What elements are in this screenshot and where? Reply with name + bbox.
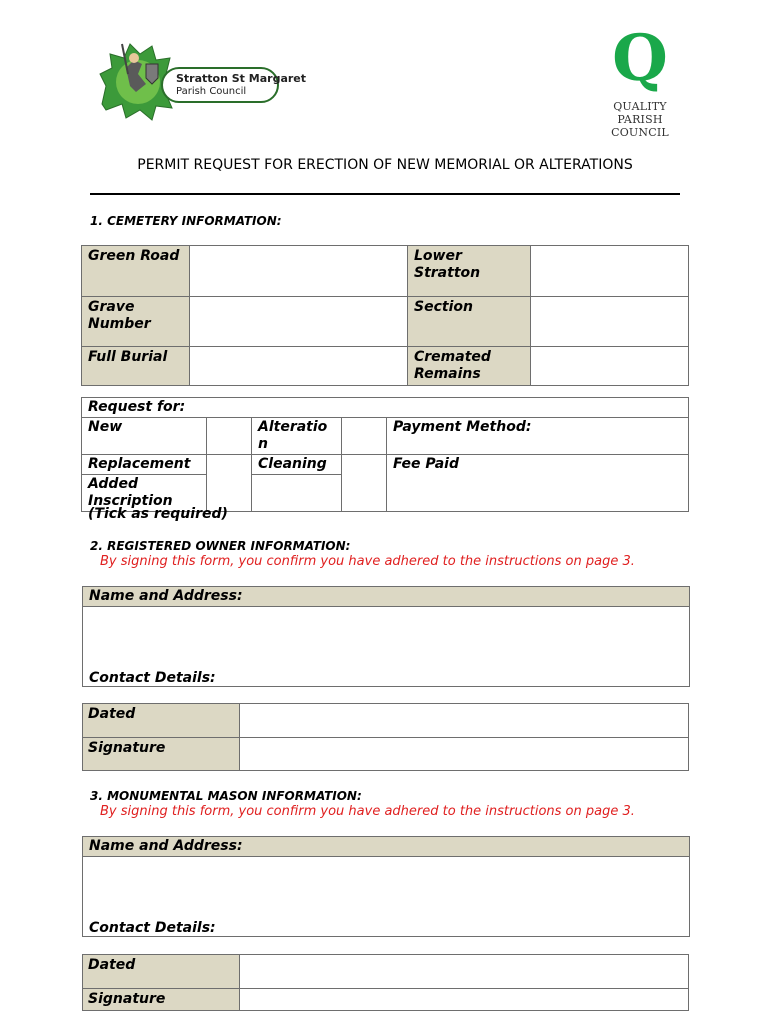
section2-heading: 2. REGISTERED OWNER INFORMATION:: [90, 539, 351, 553]
cleaning-checkbox[interactable]: [342, 455, 387, 512]
mason-name-address-label: Name and Address:: [83, 837, 689, 857]
section-label: Section: [408, 297, 531, 347]
mason-name-address-box[interactable]: [82, 836, 690, 937]
cremated-remains-label: Cremated Remains: [408, 347, 531, 386]
owner-contact-details-label: Contact Details:: [89, 670, 216, 686]
owner-name-address-label: Name and Address:: [83, 587, 689, 607]
mason-dated-field[interactable]: [240, 955, 689, 989]
grave-number-label: Grave Number: [82, 297, 190, 347]
full-burial-field[interactable]: [190, 347, 408, 386]
owner-dated-label: Dated: [83, 704, 240, 738]
grave-number-field[interactable]: [190, 297, 408, 347]
cremated-remains-field[interactable]: [531, 347, 689, 386]
fee-paid-label: Fee Paid: [387, 455, 689, 512]
payment-method-label: Payment Method:: [387, 418, 689, 455]
owner-dated-field[interactable]: [240, 704, 689, 738]
section2-notice: By signing this form, you confirm you have adhered to the instructions on page 3.: [100, 554, 635, 569]
green-road-label: Green Road: [82, 246, 190, 297]
owner-name-address-box[interactable]: [82, 586, 690, 687]
title-divider: [90, 193, 680, 195]
alteration-checkbox[interactable]: [342, 418, 387, 455]
quality-q-icon: Q: [612, 21, 668, 96]
mason-signature-label: Signature: [83, 989, 240, 1011]
request-table: [81, 397, 689, 512]
green-road-field[interactable]: [190, 246, 408, 297]
new-checkbox[interactable]: [207, 418, 252, 455]
council-name-line1: Stratton St Margaret: [176, 72, 307, 85]
cleaning-label: Cleaning: [252, 455, 342, 475]
replacement-checkbox[interactable]: [207, 455, 252, 512]
lower-stratton-field[interactable]: [531, 246, 689, 297]
owner-signature-label: Signature: [83, 738, 240, 771]
parish-council-logo: [96, 34, 307, 126]
quality-line3: COUNCIL: [611, 126, 669, 139]
quality-line1: QUALITY: [613, 100, 667, 113]
quality-line2: PARISH: [617, 113, 663, 126]
new-label: New: [82, 418, 207, 455]
section3-heading: 3. MONUMENTAL MASON INFORMATION:: [90, 789, 362, 803]
mason-sign-table: [82, 954, 689, 1011]
quality-council-logo: [606, 21, 674, 142]
mason-contact-details-label: Contact Details:: [89, 920, 216, 936]
owner-sign-table: [82, 703, 689, 771]
cemetery-info-table: [81, 245, 689, 386]
council-name-line2: Parish Council: [176, 86, 247, 97]
mason-dated-label: Dated: [83, 955, 240, 989]
full-burial-label: Full Burial: [82, 347, 190, 386]
request-for-label: Request for:: [82, 398, 689, 418]
tick-note: (Tick as required): [88, 506, 228, 522]
lower-stratton-label: Lower Stratton: [408, 246, 531, 297]
page-title: PERMIT REQUEST FOR ERECTION OF NEW MEMORIAL OR ALTERATIONS: [137, 157, 633, 173]
replacement-label: Replacement: [82, 455, 207, 475]
added-inscription-field[interactable]: [252, 475, 342, 512]
owner-signature-field[interactable]: [240, 738, 689, 771]
alteration-label: Alteration: [252, 418, 342, 455]
section3-notice: By signing this form, you confirm you have adhered to the instructions on page 3.: [100, 804, 635, 819]
section-field[interactable]: [531, 297, 689, 347]
section1-heading: 1. CEMETERY INFORMATION:: [90, 214, 282, 228]
added-inscription-label: Added Inscription: [82, 475, 207, 512]
mason-signature-field[interactable]: [240, 989, 689, 1011]
